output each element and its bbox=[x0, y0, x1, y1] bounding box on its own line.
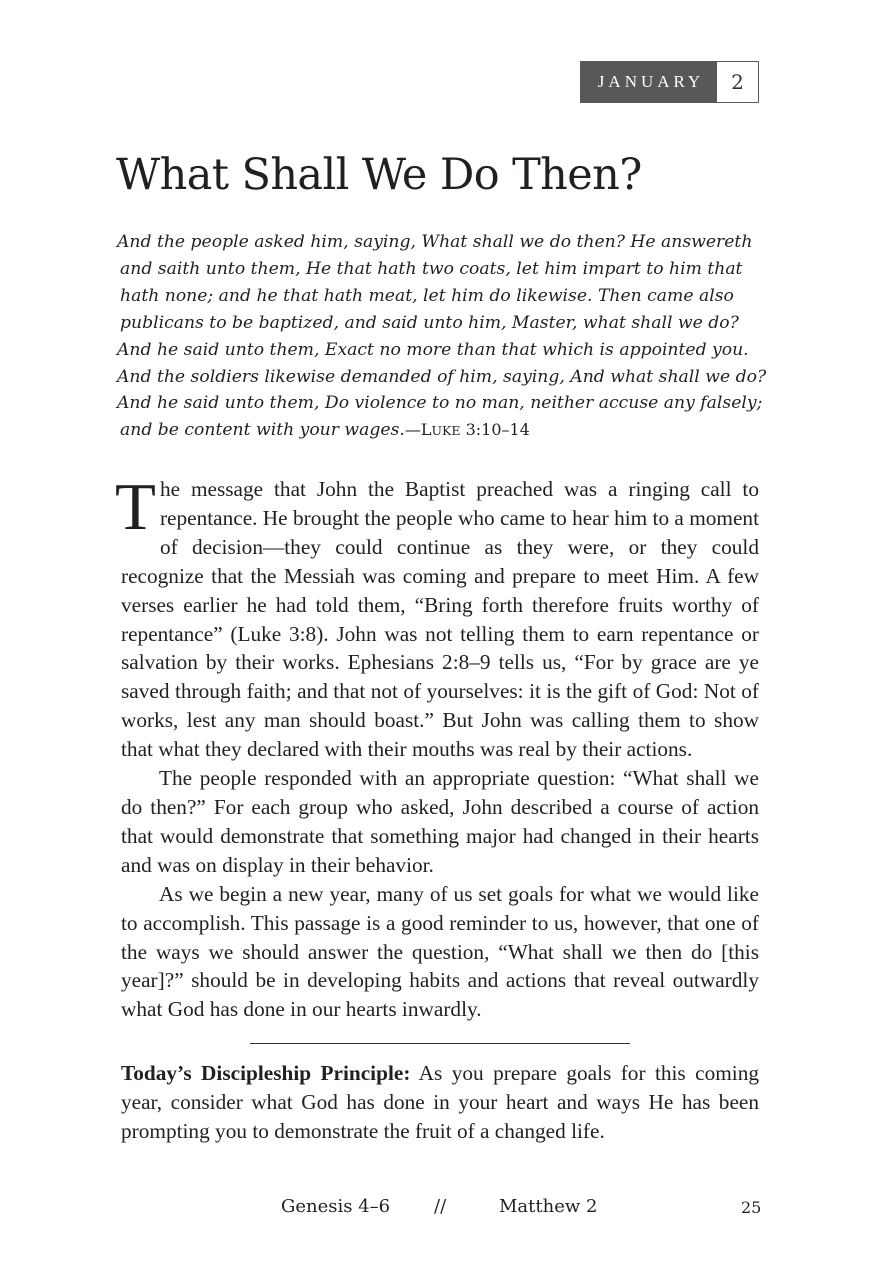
reference-dash: — bbox=[404, 420, 421, 440]
scripture-line: and saith unto them, He that hath two coats, let him impart to him that bbox=[120, 258, 743, 279]
page-footer bbox=[0, 1196, 880, 1222]
scripture-line: And he said unto them, Do violence to no man, neither accuse any falsely; bbox=[117, 393, 763, 414]
scripture-line: And the soldiers likewise demanded of him, saying, And what shall we do? bbox=[117, 366, 767, 387]
body-paragraph bbox=[115, 470, 759, 764]
body-paragraph: The people responded with an appropriate question: “What shall we do then?” For each group who asked, John described a course of action that would demonstrate that something major had changed in their hearts and was on display in their behavior. bbox=[121, 766, 759, 877]
date-badge bbox=[580, 61, 759, 103]
scripture-line: And the people asked him, saying, What shall we do then? He answereth bbox=[117, 232, 753, 252]
principle-text: As you prepare goals for this coming year, consider what God has done in your heart and ways He has been prompting you to demonstrate the fruit of a changed life. bbox=[121, 1061, 760, 1143]
scripture-reference bbox=[405, 420, 530, 439]
scripture-passage bbox=[117, 229, 765, 445]
old-testament-reading: Genesis 4–6 bbox=[281, 1196, 391, 1217]
body-paragraph: As we begin a new year, many of us set goals for what we would like to accomplish. This passage is a good reminder to us, however, that one of the ways we should answer the question, “What shall we then do [this year]?” should be in developing habits and actions that reveal outwardly what God has done in our hearts inwardly. bbox=[121, 881, 759, 1022]
date-day: 2 bbox=[717, 62, 758, 102]
scripture-line-last bbox=[117, 417, 765, 445]
discipleship-principle bbox=[121, 1059, 759, 1146]
scripture-line: And he said unto them, Exact no more than that which is appointed you. bbox=[117, 339, 749, 360]
devotional-body bbox=[115, 470, 759, 1024]
reference-verses: 3:10–14 bbox=[460, 420, 530, 440]
scripture-line: publicans to be baptized, and said unto him, Master, what shall we do? bbox=[120, 312, 739, 333]
body-paragraph-text: he message that John the Baptist preached was a ringing call to repentance. He brought the people who came to hear him to a moment of decision—they could continue as they were, or they could recognize that the Messiah was coming and prepare to meet Him. A few verses earlier he had told them, “Bring forth therefore fruits worthy of repentance” (Luke 3:8). John was not telling them to earn repentance or salvation by their works. Ephesians 2:8–9 tells us, “For by grace are ye saved through faith; and that not of yourselves: it is the gift of God: Not of works, lest any man should boast.” But John was calling them to show that what they declared with their mouths was real by their actions. bbox=[121, 477, 759, 762]
drop-cap: T bbox=[115, 470, 156, 544]
page-title: What Shall We Do Then? bbox=[116, 150, 642, 200]
reference-book-rest: UKE bbox=[431, 423, 461, 439]
reading-separator: // bbox=[434, 1196, 447, 1217]
scripture-line: hath none; and he that hath meat, let him do likewise. Then came also bbox=[120, 285, 734, 306]
principle-label: Today’s Discipleship Principle: bbox=[121, 1061, 411, 1085]
section-divider bbox=[250, 1043, 630, 1044]
scripture-line-text: and be content with your wages. bbox=[120, 420, 405, 441]
date-month: JANUARY bbox=[581, 62, 717, 102]
new-testament-reading: Matthew 2 bbox=[499, 1196, 598, 1217]
page-number: 25 bbox=[741, 1198, 762, 1217]
reference-book-initial: L bbox=[420, 420, 432, 440]
